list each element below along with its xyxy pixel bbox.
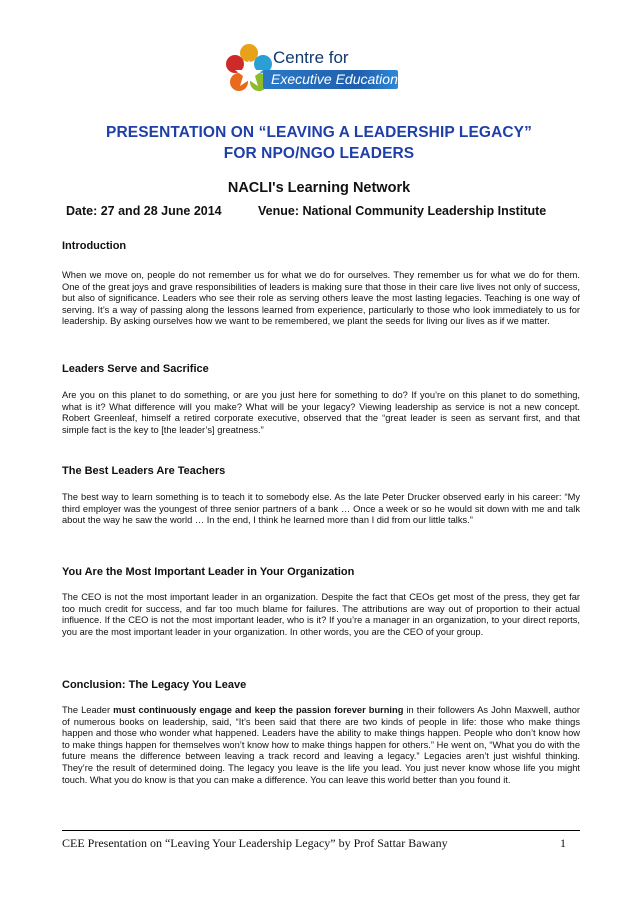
section-body-conclusion bbox=[62, 705, 580, 786]
conclusion-emphasis: must continuously engage and keep the passion forever burning bbox=[113, 705, 404, 715]
event-date: Date: 27 and 28 June 2014 bbox=[66, 204, 222, 218]
title-line1: PRESENTATION ON “LEAVING A LEADERSHIP LEGACY” bbox=[106, 124, 532, 141]
cee-logo bbox=[223, 40, 398, 102]
section-heading: Conclusion: The Legacy You Leave bbox=[62, 679, 247, 691]
section-heading: Introduction bbox=[62, 240, 127, 252]
network-heading: NACLI's Learning Network bbox=[227, 180, 411, 196]
conclusion-lead: The Leader bbox=[62, 705, 114, 715]
section-heading: You Are the Most Important Leader in Your Organization bbox=[62, 566, 355, 578]
title-line2: FOR NPO/NGO LEADERS bbox=[223, 145, 415, 162]
logo-line2: Executive Education bbox=[271, 71, 398, 87]
section-heading: The Best Leaders Are Teachers bbox=[62, 465, 226, 477]
page-number: 1 bbox=[560, 836, 566, 850]
section-body: When we move on, people do not remember us for what we do for ourselves. They remember us for what we do for them. One of the great joys and grave responsibilities of leaders is making sure that those in their care live lives not only of success, but also of significance. Leaders who see their role as serving others leave the most lasting legacies. Teaching is one way of serving. It’s a way of passing along the lessons learned from experience, particularly to those who look immediately to us for leadership. By asking ourselves how we want to be remembered, we plant the seeds for living our lives as if we matter. bbox=[62, 270, 580, 327]
section-body: The CEO is not the most important leader in an organization. Despite the fact that CEOs get most of the press, they get far too much credit for success, and far too much blame for failures. The attributions are way out of proportion to their actual influence. If the CEO is not the most important leader, who is it? If you’re a manager in an organization, to your direct reports, you are the most important leader in your organization. In other words, you are the CEO of your group. bbox=[62, 592, 580, 637]
section-heading: Leaders Serve and Sacrifice bbox=[62, 363, 209, 375]
section-body: Are you on this planet to do something, or are you just here for something to do? If you’re on this planet to do something, what is it? What difference will you make? What will be your legacy? Viewing leadership as service is not a new concept. Robert Greenleaf, himself a retired corporate executive, observed that the “great leader is seen as servant first, and that simple fact is the key to [the leader’s] greatness.” bbox=[62, 390, 580, 435]
event-venue: Venue: National Community Leadership Institute bbox=[258, 204, 547, 218]
conclusion-rest: in their followers As John Maxwell, author of numerous books on leadership, said, “It’s been said that there are two kinds of people in life: those who make things happen and those who wonder what happened. Leaders have the ability to make things happen. People who don’t know how to make things happen for themselves won’t know how to make things happen for others.” He went on, “What you do with the future means the difference between leaving a track record and leaving a legacy.” Legacies aren’t just wishful thinking. They’re the result of determined doing. The legacy you leave is the life you lead. You just never know whose life you might touch. What you do know is that you can make a difference. You can leave this world better than you found it. bbox=[62, 705, 581, 785]
logo-line1: Centre for bbox=[273, 48, 349, 67]
footer-divider bbox=[62, 830, 580, 831]
footer-text: CEE Presentation on “Leaving Your Leadership Legacy” by Prof Sattar Bawany bbox=[62, 836, 448, 850]
section-body: The best way to learn something is to teach it to somebody else. As the late Peter Drucker observed early in his career: “My third employer was the youngest of three senior partners of a bank … Once a week or so he would sit down with me and talk about the way he saw the world … In the end, I think he learned more than I did from our little talks.” bbox=[62, 492, 580, 526]
